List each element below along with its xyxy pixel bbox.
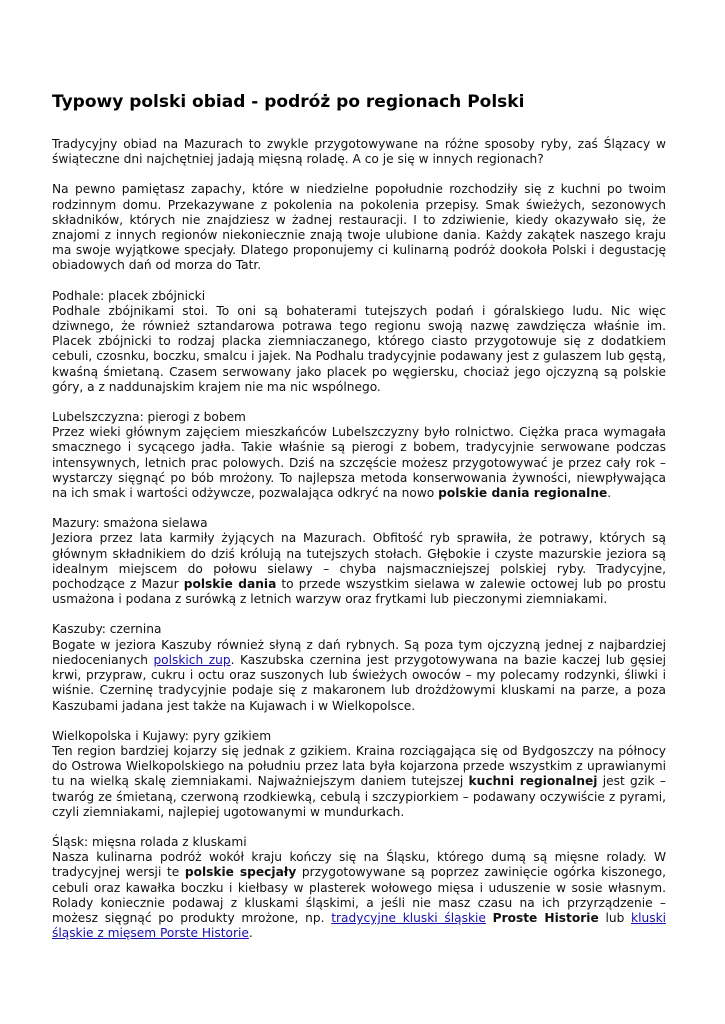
link-polskie-zupy[interactable]: polskich zup — [153, 652, 231, 667]
section-slask — [52, 835, 666, 941]
text-run: Bogate w jeziora Kaszuby również słyną z dań rybnych. Są poza tym ojczyzną jednej z najbardziej niedocenianych — [52, 637, 666, 667]
text-run: przygotowywane są poprzez zawinięcie ogórka kiszonego, cebuli oraz kawałka boczku i kiełbasy w plasterek wołowego mięsa i uduszenie w sosie własnym. Rolady koniecznie podawaj z kluskami śląskimi, a jeśli nie masz czasu na ich przyrządzenie – możesz sięgnąć po produkty mrożone, np. — [52, 865, 666, 925]
section-heading: Wielkopolska i Kujawy: pyry gzikiem — [52, 728, 272, 743]
text-run: . Kaszubska czernina jest przygotowywana na bazie kaczej lub gęsiej krwi, przypraw, cukru i octu oraz suszonych lub świeżych owoców – my polecamy rodzynki, śliwki i wiśnie. Czerninę tradycyjnie podaje się z makaronem lub drożdżowymi kluskami na parze, a poza Kaszubami jadana jest także na Kujawach i w Wielkopolsce. — [52, 652, 666, 713]
text-run: to przede wszystkim sielawa w zalewie octowej lub po prostu usmażona i podana z surówką z letnich warzyw oraz frytkami lub pieczonymi ziemniakami. — [52, 577, 666, 607]
text-run: Ten region bardziej kojarzy się jednak z gzikiem. Kraina rozciągająca się od Bydgoszczy na północy do Ostrowa Wielkopolskiego na południu przez lata była kojarzona przede wszystkim z uprawianymi tu na wielką skalę ziemniakami. Najważniejszym daniem tutejszej — [52, 743, 666, 789]
section-heading: Podhale: placek zbójnicki — [52, 288, 206, 303]
section-text — [52, 531, 666, 607]
text-run: lub — [598, 910, 632, 925]
section-heading: Śląsk: mięsna rolada z kluskami — [52, 834, 247, 849]
intro-paragraph: Tradycyjny obiad na Mazurach to zwykle przygotowywane na różne sposoby ryby, zaś Ślązacy w świąteczne dni najchętniej jadają mięsną roladę. A co je się w innych regionach? — [52, 137, 666, 167]
bold-brand: Proste Historie — [492, 910, 599, 925]
bold-keyword: polskie dania — [183, 577, 277, 592]
section-heading: Kaszuby: czernina — [52, 622, 162, 637]
section-wielkopolska — [52, 729, 666, 820]
text-run: Przez wieki głównym zajęciem mieszkańców Lubelszczyzny było rolnictwo. Ciężka praca wymagała smacznego i sycącego jadła. Takie właśnie są pierogi z bobem, tradycyjnie serwowane podczas intensywnych, letnich prac polowych. Dziś na szczęście możesz przygotowywać je przez cały rok – wystarczy sięgnąć po bób mrożony. To najlepsza metoda konserwowania żywności, niewpływająca na ich smak i wartości odżywcze, pozwalająca odkryć na nowo — [52, 425, 666, 501]
link-kluski-slaskie[interactable]: tradycyjne kluski śląskie — [331, 910, 486, 925]
section-kaszuby — [52, 622, 666, 713]
text-run: Nasza kulinarna podróż wokół kraju kończy się na Śląsku, którego dumą są mięsne rolady. W tradycyjnej wersji te — [52, 850, 666, 880]
text-run: . — [248, 926, 253, 941]
section-mazury — [52, 516, 666, 607]
text-run — [486, 911, 493, 925]
bold-keyword: polskie dania regionalne — [438, 486, 608, 501]
section-text — [52, 425, 666, 501]
text-run: jest gzik – twaróg ze śmietaną, czerwoną rzodkiewką, cebulą i szczypiorkiem – podawany oczywiście z pyrami, czyli ziemniakami, najlepiej ugotowanymi w mundurkach. — [52, 774, 666, 819]
link-kluski-z-miesem[interactable]: kluski śląskie z mięsem Porste Historie — [52, 910, 667, 941]
section-heading: Mazury: smażona sielawa — [52, 516, 208, 531]
article — [52, 90, 666, 956]
section-podhale — [52, 289, 666, 395]
section-text — [52, 638, 666, 714]
bold-keyword: polskie specjały — [184, 865, 297, 880]
section-lubelszczyzna — [52, 410, 666, 501]
text-run: Jeziora przez lata karmiły żyjących na Mazurach. Obfitość ryb sprawiła, że potrawy, których są głównym składnikiem do dziś królują na tutejszych stołach. Głębokie i czyste mazurskie jeziora są idealnym miejscem do połowu sielawy – chyba najsmaczniejszej polskiej ryby. Tradycyjne, pochodzące z Mazur — [52, 531, 666, 592]
section-heading: Lubelszczyzna: pierogi z bobem — [52, 410, 246, 425]
intro-paragraph-2: Na pewno pamiętasz zapachy, które w niedzielne popołudnie rozchodziły się z kuchni po twoim rodzinnym domu. Przekazywane z pokolenia na pokolenia przepisy. Smak świeżych, sezonowych składników, których nie znajdziesz w żadnej restauracji. I to zdziwienie, kiedy okazywało się, że znajomi z innych regionów niekoniecznie znają twoje ulubione dania. Każdy zakątek naszego kraju ma swoje wyjątkowe specjały. Dlatego proponujemy ci kulinarną podróż dookoła Polski i degustację obiadowych dań od morza do Tatr. — [52, 182, 666, 273]
page-title: Typowy polski obiad - podróż po regionach Polski — [52, 92, 525, 112]
section-text: Podhale zbójnikami stoi. To oni są bohaterami tutejszych podań i góralskiego ludu. Nic więc dziwnego, że również sztandarowa potrawa tego regionu swoją nazwę zawdzięcza właśnie im. Placek zbójnicki to rodzaj placka ziemniaczanego, którego ciasto przygotowuje się z dodatkiem cebuli, czosnku, boczku, smalcu i jajek. Na Podhalu tradycyjnie podawany jest z gulaszem lub gęstą, kwaśną śmietaną. Czasem serwowany jako placek po węgiersku, chociaż jego ojczyzną są polskie góry, a z naddunajskim krajem nie ma nic wspólnego. — [52, 303, 666, 394]
text-run: . — [607, 486, 612, 501]
section-text — [52, 850, 666, 941]
bold-keyword: kuchni regionalnej — [468, 774, 598, 789]
section-text — [52, 744, 666, 820]
